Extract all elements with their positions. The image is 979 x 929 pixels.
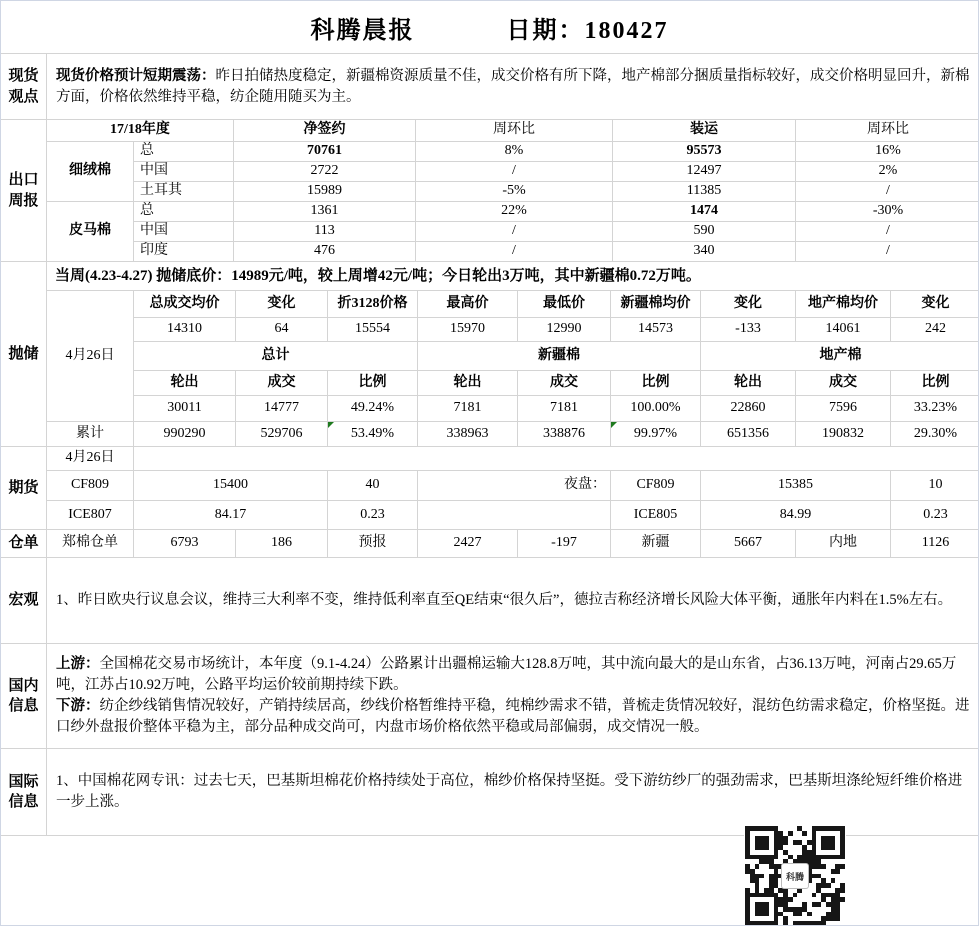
spot-section: [1, 54, 978, 120]
cell: 33.23%: [891, 396, 979, 422]
group-header-local: 地产棉: [701, 342, 979, 371]
col-header: 成交: [796, 371, 891, 396]
row-header: 土耳其: [134, 182, 234, 202]
col-header: 最高价: [418, 291, 518, 318]
international-section-label: 国际信息: [1, 749, 47, 836]
reserve-table: [1, 262, 978, 447]
cell: /: [796, 182, 979, 202]
cell: 22860: [701, 396, 796, 422]
spot-body: 昨日拍储热度稳定，新疆棉资源质量不佳，成交价格有所下降，地产棉部分捆质量指标较好，成交价格明显回升，新棉方面，价格依然维持平稳，纺企随用随买为主。: [56, 67, 970, 105]
cell: 15970: [418, 318, 518, 342]
row-header: 郑棉仓单: [47, 530, 134, 558]
cell: 7181: [518, 396, 611, 422]
cell: 64: [236, 318, 328, 342]
reserve-section-label: 抛储: [1, 262, 47, 447]
row-header: 中国: [134, 162, 234, 182]
cell: 6793: [134, 530, 236, 558]
cell: 5667: [701, 530, 796, 558]
reserve-note: 当周(4.23-4.27) 抛储底价：14989元/吨，较上周增42元/吨；今日轮出3万吨，其中新疆棉0.72万吨。: [47, 262, 979, 291]
cell: 2427: [418, 530, 518, 558]
cell: 1361: [234, 202, 416, 222]
cell: 8%: [416, 142, 613, 162]
cell: 113: [234, 222, 416, 242]
col-header: 最低价: [518, 291, 611, 318]
contract-name: ICE807: [47, 501, 134, 530]
col-header: 轮出: [134, 371, 236, 396]
international-text: 1、中国棉花网专讯：过去七天，巴基斯坦棉花价格持续处于高位，棉纱价格保持坚挺。受下游纺纱厂的强劲需求，巴基斯坦涤纶短纤维价格进一步上涨。: [47, 749, 979, 836]
cell: 15554: [328, 318, 418, 342]
col-header: 新疆棉均价: [611, 291, 701, 318]
cell: 476: [234, 242, 416, 262]
futures-date: 4月26日: [47, 447, 134, 471]
cell: 12497: [613, 162, 796, 182]
international-section: [1, 749, 978, 836]
col-header: 比例: [328, 371, 418, 396]
cell: /: [416, 222, 613, 242]
cell: 40: [328, 471, 418, 501]
col-header: 成交: [236, 371, 328, 396]
cell: 11385: [613, 182, 796, 202]
col-header-net-sign: 净签约: [234, 120, 416, 142]
cell: 29.30%: [891, 422, 979, 447]
report-date: 日期：180427: [506, 17, 669, 44]
row-header: 总: [134, 142, 234, 162]
col-header: 变化: [891, 291, 979, 318]
upstream-body: 全国棉花交易市场统计，本年度（9.1-4.24）公路累计出疆棉运输大128.8万吨，其中流向最大的是山东省，占36.13万吨，河南占29.65万吨，江苏占10.92万吨，公路平均运价较前期持续下跌。: [56, 656, 957, 693]
contract-name: CF809: [611, 471, 701, 501]
col-header-year: 17/18年度: [47, 120, 234, 142]
cell: 14777: [236, 396, 328, 422]
futures-table: [1, 447, 978, 558]
spot-text: [47, 54, 979, 120]
cell: [134, 447, 979, 471]
export-group-pima: 皮马棉: [47, 202, 134, 262]
macro-text: 1、昨日欧央行议息会议，维持三大利率不变，维持低利率直至QE结束“很久后”，德拉吉称经济增长风险大体平衡，通胀年内料在1.5%左右。: [47, 558, 979, 644]
warehouse-section-label: 仓单: [1, 530, 47, 558]
domestic-section-label: 国内信息: [1, 644, 47, 749]
cell: 186: [236, 530, 328, 558]
excel-green-corner-icon: [328, 422, 334, 428]
report-title: 科腾晨报: [310, 17, 415, 44]
downstream-body: 纺企纱线销售情况较好，产销持续居高，纱线价格暂维持平稳，纯棉纱需求不错，普梳走货情况较好，混纺色纺需求稳定，价格坚挺。进口纱外盘报价整体平稳为主，部分品种成交尚可，内盘市场价格依然平稳或局部偏弱，成交情况一般。: [56, 698, 970, 735]
cell: 529706: [236, 422, 328, 447]
cell: 242: [891, 318, 979, 342]
cell: 15400: [134, 471, 328, 501]
export-group-upland: 细绒棉: [47, 142, 134, 202]
cell: 1126: [891, 530, 979, 558]
cell: 7181: [418, 396, 518, 422]
group-header-total: 总计: [134, 342, 418, 371]
cell: 2722: [234, 162, 416, 182]
cell: -30%: [796, 202, 979, 222]
cell: 100.00%: [611, 396, 701, 422]
col-header: 比例: [611, 371, 701, 396]
spot-section-label: 现货观点: [1, 54, 47, 120]
macro-section: [1, 558, 978, 644]
col-header: 轮出: [418, 371, 518, 396]
qrcode: [744, 825, 846, 926]
col-header: 变化: [236, 291, 328, 318]
cell: 16%: [796, 142, 979, 162]
cell: 1474: [613, 202, 796, 222]
group-header-xinjiang: 新疆棉: [418, 342, 701, 371]
cell: 2%: [796, 162, 979, 182]
cell: 53.49%: [328, 422, 418, 447]
contract-name: ICE805: [611, 501, 701, 530]
spot-lead: 现货价格预计短期震荡：: [56, 67, 216, 84]
cell: /: [416, 162, 613, 182]
xinjiang-label: 新疆: [611, 530, 701, 558]
row-header: 中国: [134, 222, 234, 242]
reserve-date: 4月26日: [47, 291, 134, 422]
col-header: 折3128价格: [328, 291, 418, 318]
cell: 340: [613, 242, 796, 262]
cell: 84.17: [134, 501, 328, 530]
cell: 30011: [134, 396, 236, 422]
domestic-section: [1, 644, 978, 749]
downstream-lead: 下游：: [56, 698, 100, 714]
cell: 15385: [701, 471, 891, 501]
cell: 14061: [796, 318, 891, 342]
cell: 70761: [234, 142, 416, 162]
cell: 590: [613, 222, 796, 242]
contract-name: CF809: [47, 471, 134, 501]
col-header: 成交: [518, 371, 611, 396]
export-table: [1, 120, 978, 262]
col-header: 地产棉均价: [796, 291, 891, 318]
row-header: 印度: [134, 242, 234, 262]
col-header-wow1: 周环比: [416, 120, 613, 142]
excel-green-corner-icon: [611, 422, 617, 428]
row-header: 总: [134, 202, 234, 222]
forecast-label: 预报: [328, 530, 418, 558]
cell: 0.23: [891, 501, 979, 530]
night-session-label: 夜盘：: [418, 471, 611, 501]
col-header-wow2: 周环比: [796, 120, 979, 142]
cell: 0.23: [328, 501, 418, 530]
cell: 338876: [518, 422, 611, 447]
cell: 14573: [611, 318, 701, 342]
cell: 22%: [416, 202, 613, 222]
cell: 99.97%: [611, 422, 701, 447]
cell: 651356: [701, 422, 796, 447]
cell: 49.24%: [328, 396, 418, 422]
title-bar: [1, 1, 978, 54]
futures-section-label: 期货: [1, 447, 47, 530]
cell: 84.99: [701, 501, 891, 530]
cell: -197: [518, 530, 611, 558]
col-header-shipment: 装运: [613, 120, 796, 142]
qrcode-logo: 科腾: [781, 863, 809, 889]
cell: -133: [701, 318, 796, 342]
cell: 10: [891, 471, 979, 501]
cell: /: [796, 242, 979, 262]
macro-section-label: 宏观: [1, 558, 47, 644]
cell: 190832: [796, 422, 891, 447]
cell: /: [796, 222, 979, 242]
col-header: 轮出: [701, 371, 796, 396]
cell: 338963: [418, 422, 518, 447]
cell: 12990: [518, 318, 611, 342]
cell: 990290: [134, 422, 236, 447]
cell: 95573: [613, 142, 796, 162]
export-section-label: 出口周报: [1, 120, 47, 262]
reserve-cumulative-label: 累计: [47, 422, 134, 447]
cell: [418, 501, 611, 530]
cell: 7596: [796, 396, 891, 422]
inland-label: 内地: [796, 530, 891, 558]
cell: 14310: [134, 318, 236, 342]
col-header: 比例: [891, 371, 979, 396]
cell: /: [416, 242, 613, 262]
col-header: 变化: [701, 291, 796, 318]
cell: 15989: [234, 182, 416, 202]
upstream-lead: 上游：: [56, 656, 100, 672]
col-header: 总成交均价: [134, 291, 236, 318]
cell: -5%: [416, 182, 613, 202]
domestic-text: [47, 644, 979, 749]
